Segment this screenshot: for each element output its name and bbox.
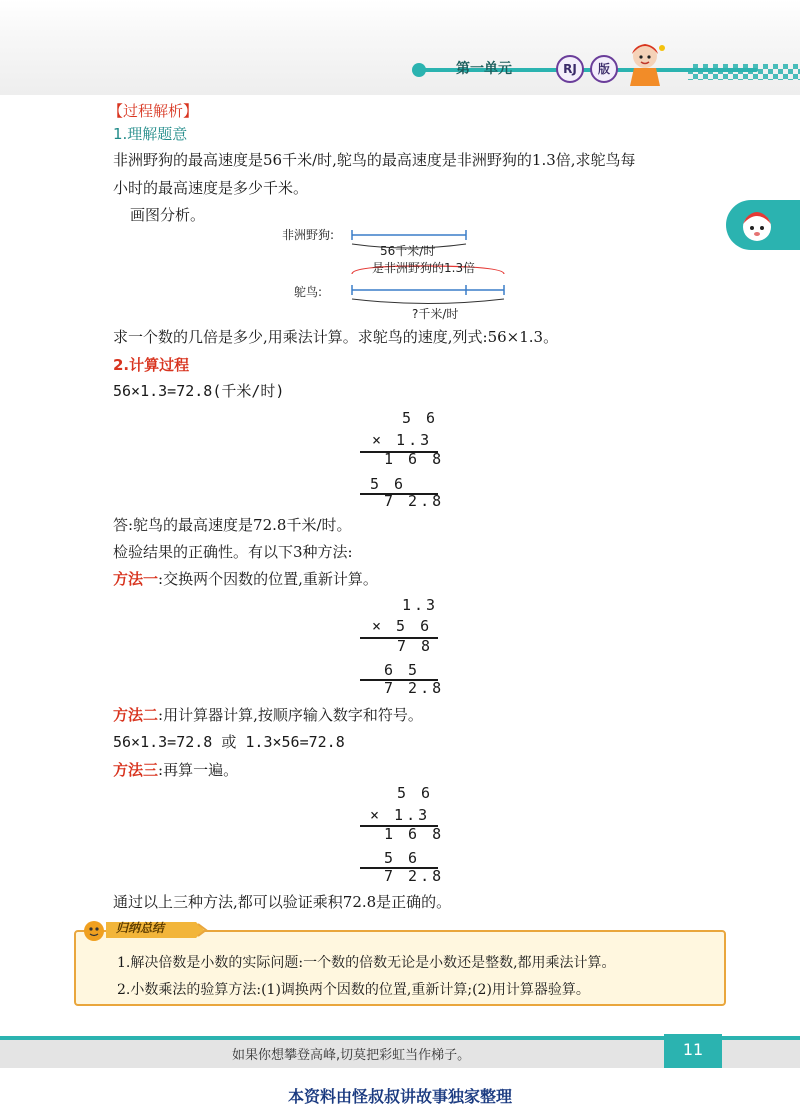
step1-title: 1.理解题意 [113,125,188,143]
method2-label: 方法二 [113,706,159,724]
calc-m1-row5: 7 2.8 [384,679,445,697]
draw-prompt: 画图分析。 [130,206,206,224]
section-heading: 【过程解析】 [108,102,199,120]
calc-main-row4: 5 6 [370,475,407,493]
calc-m3-row3: 1 6 8 [384,825,445,843]
calc-m3-row1: 5 6 [397,784,434,802]
problem-line-2: 小时的最高速度是多少千米。 [113,179,309,197]
footer-watermark: 本资料由怪叔叔讲故事独家整理 [287,1087,512,1106]
calc-m3-row2: × 1.3 [370,806,431,824]
diagram-unknown-speed: ?千米/时 [412,307,459,321]
diagram-relation: 是非洲野狗的1.3倍 [372,261,476,275]
check-intro: 检验结果的正确性。有以下3种方法: [113,543,353,561]
method2-line [113,705,423,725]
calc-m1-row3: 7 8 [397,637,434,655]
calc-m1-row2: × 5 6 [372,617,433,635]
method3-text: :再算一遍。 [158,761,239,779]
formula-line: 求一个数的几倍是多少,用乘法计算。求鸵鸟的速度,列式:56×1.3。 [113,328,559,346]
page-number: 11 [682,1040,704,1059]
edition-badge: 版 [590,55,618,83]
footer-motto: 如果你想攀登高峰,切莫把彩虹当作梯子。 [232,1048,471,1063]
method3-label: 方法三 [113,761,159,779]
summary-title: 归纳总结 [116,921,165,935]
answer-line: 答:鸵鸟的最高速度是72.8千米/时。 [113,516,352,534]
method1-text: :交换两个因数的位置,重新计算。 [158,570,378,588]
method2-text: :用计算器计算,按顺序输入数字和符号。 [158,706,423,724]
summary-line-1: 1.解决倍数是小数的实际问题:一个数的倍数无论是小数还是整数,都用乘法计算。 [117,955,616,971]
calc-main-row3: 1 6 8 [384,450,445,468]
mascot-girl-icon [622,38,668,88]
conclusion-line: 通过以上三种方法,都可以验证乘积72.8是正确的。 [113,893,452,911]
calc-m3-row5: 7 2.8 [384,867,445,885]
calc-main-row2: × 1.3 [372,431,433,449]
calc-m1-row4: 6 5 [384,661,421,679]
step2-title: 2.计算过程 [113,356,190,374]
diagram-dog-speed: 56千米/时 [380,244,436,258]
method3-line [113,760,238,780]
step2-equation: 56×1.3=72.8(千米/时) [113,382,285,400]
mascot-face-icon [738,206,776,244]
calc-m1-row1: 1.3 [402,596,439,614]
method1-label: 方法一 [113,570,159,588]
calc-main-row1: 5 6 [402,409,439,427]
header-checker-pattern [688,64,800,80]
method1-line [113,569,378,589]
page-header [0,0,800,95]
method2-equation: 56×1.3=72.8 或 1.3×56=72.8 [113,733,345,751]
calc-m3-row4: 5 6 [384,849,421,867]
diagram-dog-label: 非洲野狗: [282,228,335,242]
problem-line-1: 非洲野狗的最高速度是56千米/时,鸵鸟的最高速度是非洲野狗的1.3倍,求鸵鸟每 [113,151,636,169]
diagram-ostrich-label: 鸵鸟: [294,285,323,299]
calc-main-row5: 7 2.8 [384,492,445,510]
rj-badge: RJ [556,55,584,83]
header-dot [412,63,426,77]
summary-line-2: 2.小数乘法的验算方法:(1)调换两个因数的位置,重新计算;(2)用计算器验算。 [117,982,590,998]
unit-title: 第一单元 [456,61,512,77]
